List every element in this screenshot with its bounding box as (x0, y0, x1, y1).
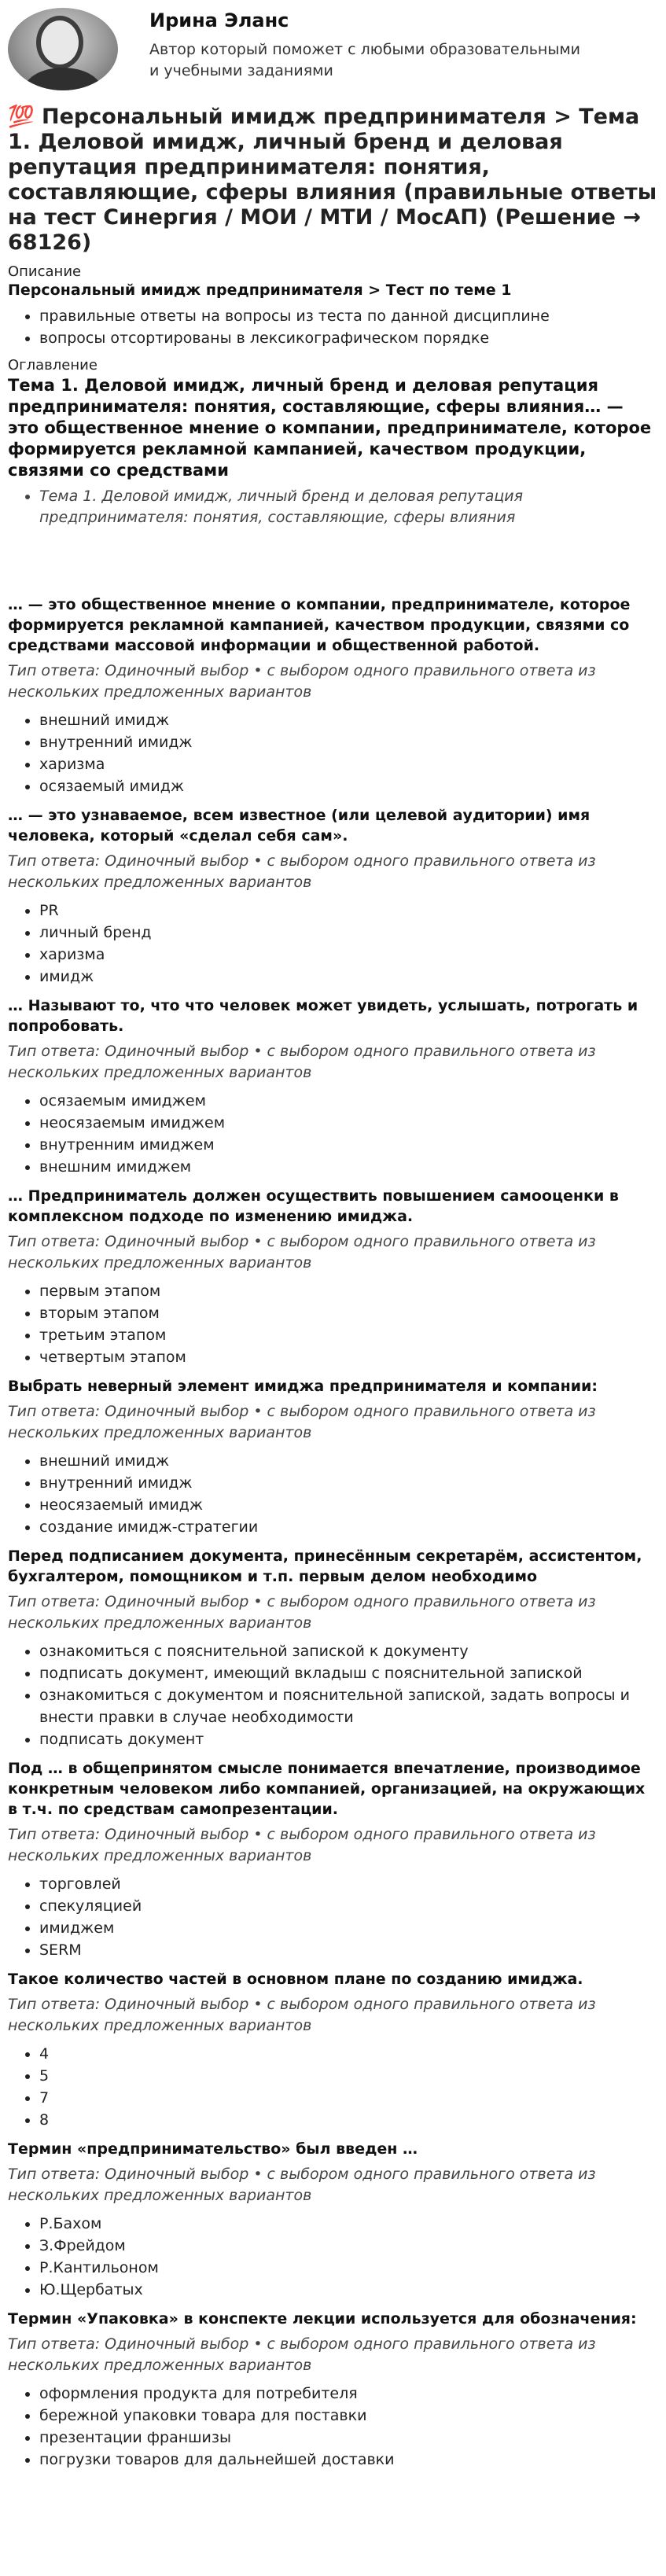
answer-option: • харизма (39, 944, 658, 966)
answer-type: Тип ответа: Одиночный выбор • с выбором одного правильного ответа из нескольких предложенных вариантов (8, 1826, 596, 1864)
answer-option: • создание имидж-стратегии (39, 1516, 658, 1538)
answer-option: • ознакомиться с пояснительной запиской к документу (39, 1640, 658, 1662)
question-text: … — это общественное мнение о компании, предпринимателе, которое формируется рекламной кампанией, качеством продукции, связями со средствами массовой информации и общественной работой. (8, 596, 631, 654)
answer-option: • 8 (39, 2109, 658, 2131)
answer-options (8, 1280, 658, 1368)
description-subtitle: Персональный имидж предпринимателя > Тест по теме 1 (8, 282, 512, 299)
question-text: Термин «Упаковка» в конспекте лекции используется для обозначения: (8, 2310, 637, 2328)
question-text: … — это узнаваемое, всем известное (или целевой аудитории) имя человека, который «сделал себя сам». (8, 807, 591, 845)
question-block (8, 594, 658, 797)
question-text: Термин «предпринимательство» был введен … (8, 2140, 418, 2158)
answer-type: Тип ответа: Одиночный выбор • с выбором одного правильного ответа из нескольких предложенных вариантов (8, 2335, 596, 2374)
question-block (8, 805, 658, 988)
answer-option: • PR (39, 900, 658, 922)
answer-type: Тип ответа: Одиночный выбор • с выбором одного правильного ответа из нескольких предложенных вариантов (8, 1593, 596, 1632)
answer-option: • внутренним имиджем (39, 1134, 658, 1156)
question-block (8, 1186, 658, 1368)
answer-options (8, 2213, 658, 2301)
author-description: Автор который поможет с любыми образовательными и учебными заданиями (149, 41, 581, 79)
answer-type: Тип ответа: Одиночный выбор • с выбором одного правильного ответа из нескольких предложенных вариантов (8, 852, 596, 891)
question-block (8, 1546, 658, 1750)
answer-options (8, 900, 658, 988)
question-text: … Предприниматель должен осуществить повышением самооценки в комплексном подходе по изменению имиджа. (8, 1187, 619, 1225)
answer-option: • 4 (39, 2043, 658, 2065)
toc-heading: Тема 1. Деловой имидж, личный бренд и деловая репутация предпринимателя: понятия, составляющие, сферы влияния… — это общественное мнение о компании, предпринимателе, которое формируется рекламной кампанией, качеством продукции, связями со средствами (8, 376, 652, 480)
answer-option: • внешним имиджем (39, 1156, 658, 1178)
answer-option: • неосязаемый имидж (39, 1494, 658, 1516)
author-info (149, 8, 590, 82)
answer-option: • осязаемым имиджем (39, 1090, 658, 1112)
list-item: • правильные ответы на вопросы из теста по данной дисциплине (39, 305, 658, 327)
answer-option: • внутренний имидж (39, 731, 658, 753)
answer-option: • внутренний имидж (39, 1472, 658, 1494)
answer-type: Тип ответа: Одиночный выбор • с выбором одного правильного ответа из нескольких предложенных вариантов (8, 1403, 596, 1441)
answer-option: • бережной упаковки товара для поставки (39, 2405, 658, 2427)
list-item: • вопросы отсортированы в лексикографическом порядке (39, 327, 658, 349)
question-text: Перед подписанием документа, принесённым секретарём, ассистентом, бухгалтером, помощником и т.п. первым делом необходимо (8, 1547, 642, 1585)
answer-option: • внешний имидж (39, 1450, 658, 1472)
spacer (8, 536, 658, 594)
answer-option: • личный бренд (39, 922, 658, 944)
answer-option: • З.Фрейдом (39, 2235, 658, 2257)
answer-options (8, 709, 658, 797)
page-title: 💯 Персональный имидж предпринимателя > Тема 1. Деловой имидж, личный бренд и деловая репутация предпринимателя: понятия, составляющие, сферы влияния (правильные ответы на тест Синергия / МОИ / МТИ / МосАП) (Решение → 68126) (8, 105, 657, 255)
description-list (8, 305, 658, 349)
answer-option: • подписать документ, имеющий вкладыш с пояснительной запиской (39, 1662, 658, 1684)
answer-options (8, 1450, 658, 1538)
answer-options (8, 2383, 658, 2471)
answer-options (8, 2043, 658, 2131)
author-card[interactable] (8, 8, 658, 90)
answer-option: • погрузки товаров для дальнейшей доставки (39, 2449, 658, 2471)
question-text: … Называют то, что что человек может увидеть, услышать, потрогать и попробовать. (8, 997, 638, 1035)
answer-option: • ознакомиться с документом и пояснительной запиской, задать вопросы и внести правки в случае необходимости (39, 1684, 658, 1728)
answer-type: Тип ответа: Одиночный выбор • с выбором одного правильного ответа из нескольких предложенных вариантов (8, 1233, 596, 1271)
answer-option: • внешний имидж (39, 709, 658, 731)
answer-option: • имиджем (39, 1917, 658, 1939)
answer-options (8, 1090, 658, 1178)
answer-option: • имидж (39, 966, 658, 988)
question-block (8, 995, 658, 1178)
question-text: Такое количество частей в основном плане по созданию имиджа. (8, 1971, 583, 1988)
answer-option: • осязаемый имидж (39, 775, 658, 797)
questions-list (8, 594, 658, 2471)
answer-option: • 5 (39, 2065, 658, 2087)
toc-list (8, 486, 658, 528)
question-text: Под … в общепринятом смысле понимается впечатление, производимое конкретным человеком либо компанией, организацией, на окружающих в т.ч. по средствам самопрезентации. (8, 1760, 646, 1818)
question-block (8, 2309, 658, 2471)
answer-option: • спекуляцией (39, 1895, 658, 1917)
answer-type: Тип ответа: Одиночный выбор • с выбором одного правильного ответа из нескольких предложенных вариантов (8, 662, 596, 701)
answer-options (8, 1640, 658, 1750)
answer-type: Тип ответа: Одиночный выбор • с выбором одного правильного ответа из нескольких предложенных вариантов (8, 1043, 596, 1081)
answer-option: • Р.Бахом (39, 2213, 658, 2235)
toc-label: Оглавление (8, 357, 98, 374)
question-text: Выбрать неверный элемент имиджа предпринимателя и компании: (8, 1378, 598, 1395)
answer-options (8, 1873, 658, 1961)
answer-option: • оформления продукта для потребителя (39, 2383, 658, 2405)
answer-option: • Ю.Щербатых (39, 2279, 658, 2301)
answer-option: • подписать документ (39, 1728, 658, 1750)
answer-type: Тип ответа: Одиночный выбор • с выбором одного правильного ответа из нескольких предложенных вариантов (8, 1996, 596, 2034)
question-block (8, 1969, 658, 2131)
question-block (8, 1758, 658, 1961)
question-block (8, 2139, 658, 2301)
answer-option: • харизма (39, 753, 658, 775)
answer-option: • первым этапом (39, 1280, 658, 1302)
answer-option: • Р.Кантильоном (39, 2257, 658, 2279)
answer-option: • вторым этапом (39, 1302, 658, 1324)
question-block (8, 1376, 658, 1538)
answer-option: • презентации франшизы (39, 2427, 658, 2449)
description-label: Описание (8, 263, 82, 280)
toc-item[interactable]: • Тема 1. Деловой имидж, личный бренд и деловая репутация предпринимателя: понятия, составляющие, сферы влияния (39, 486, 658, 528)
answer-type: Тип ответа: Одиночный выбор • с выбором одного правильного ответа из нескольких предложенных вариантов (8, 2166, 596, 2204)
answer-option: • 7 (39, 2087, 658, 2109)
author-name[interactable]: Ирина Эланс (149, 9, 289, 31)
answer-option: • неосязаемым имиджем (39, 1112, 658, 1134)
answer-option: • SERM (39, 1939, 658, 1961)
avatar[interactable] (8, 8, 118, 90)
answer-option: • четвертым этапом (39, 1346, 658, 1368)
answer-option: • торговлей (39, 1873, 658, 1895)
answer-option: • третьим этапом (39, 1324, 658, 1346)
